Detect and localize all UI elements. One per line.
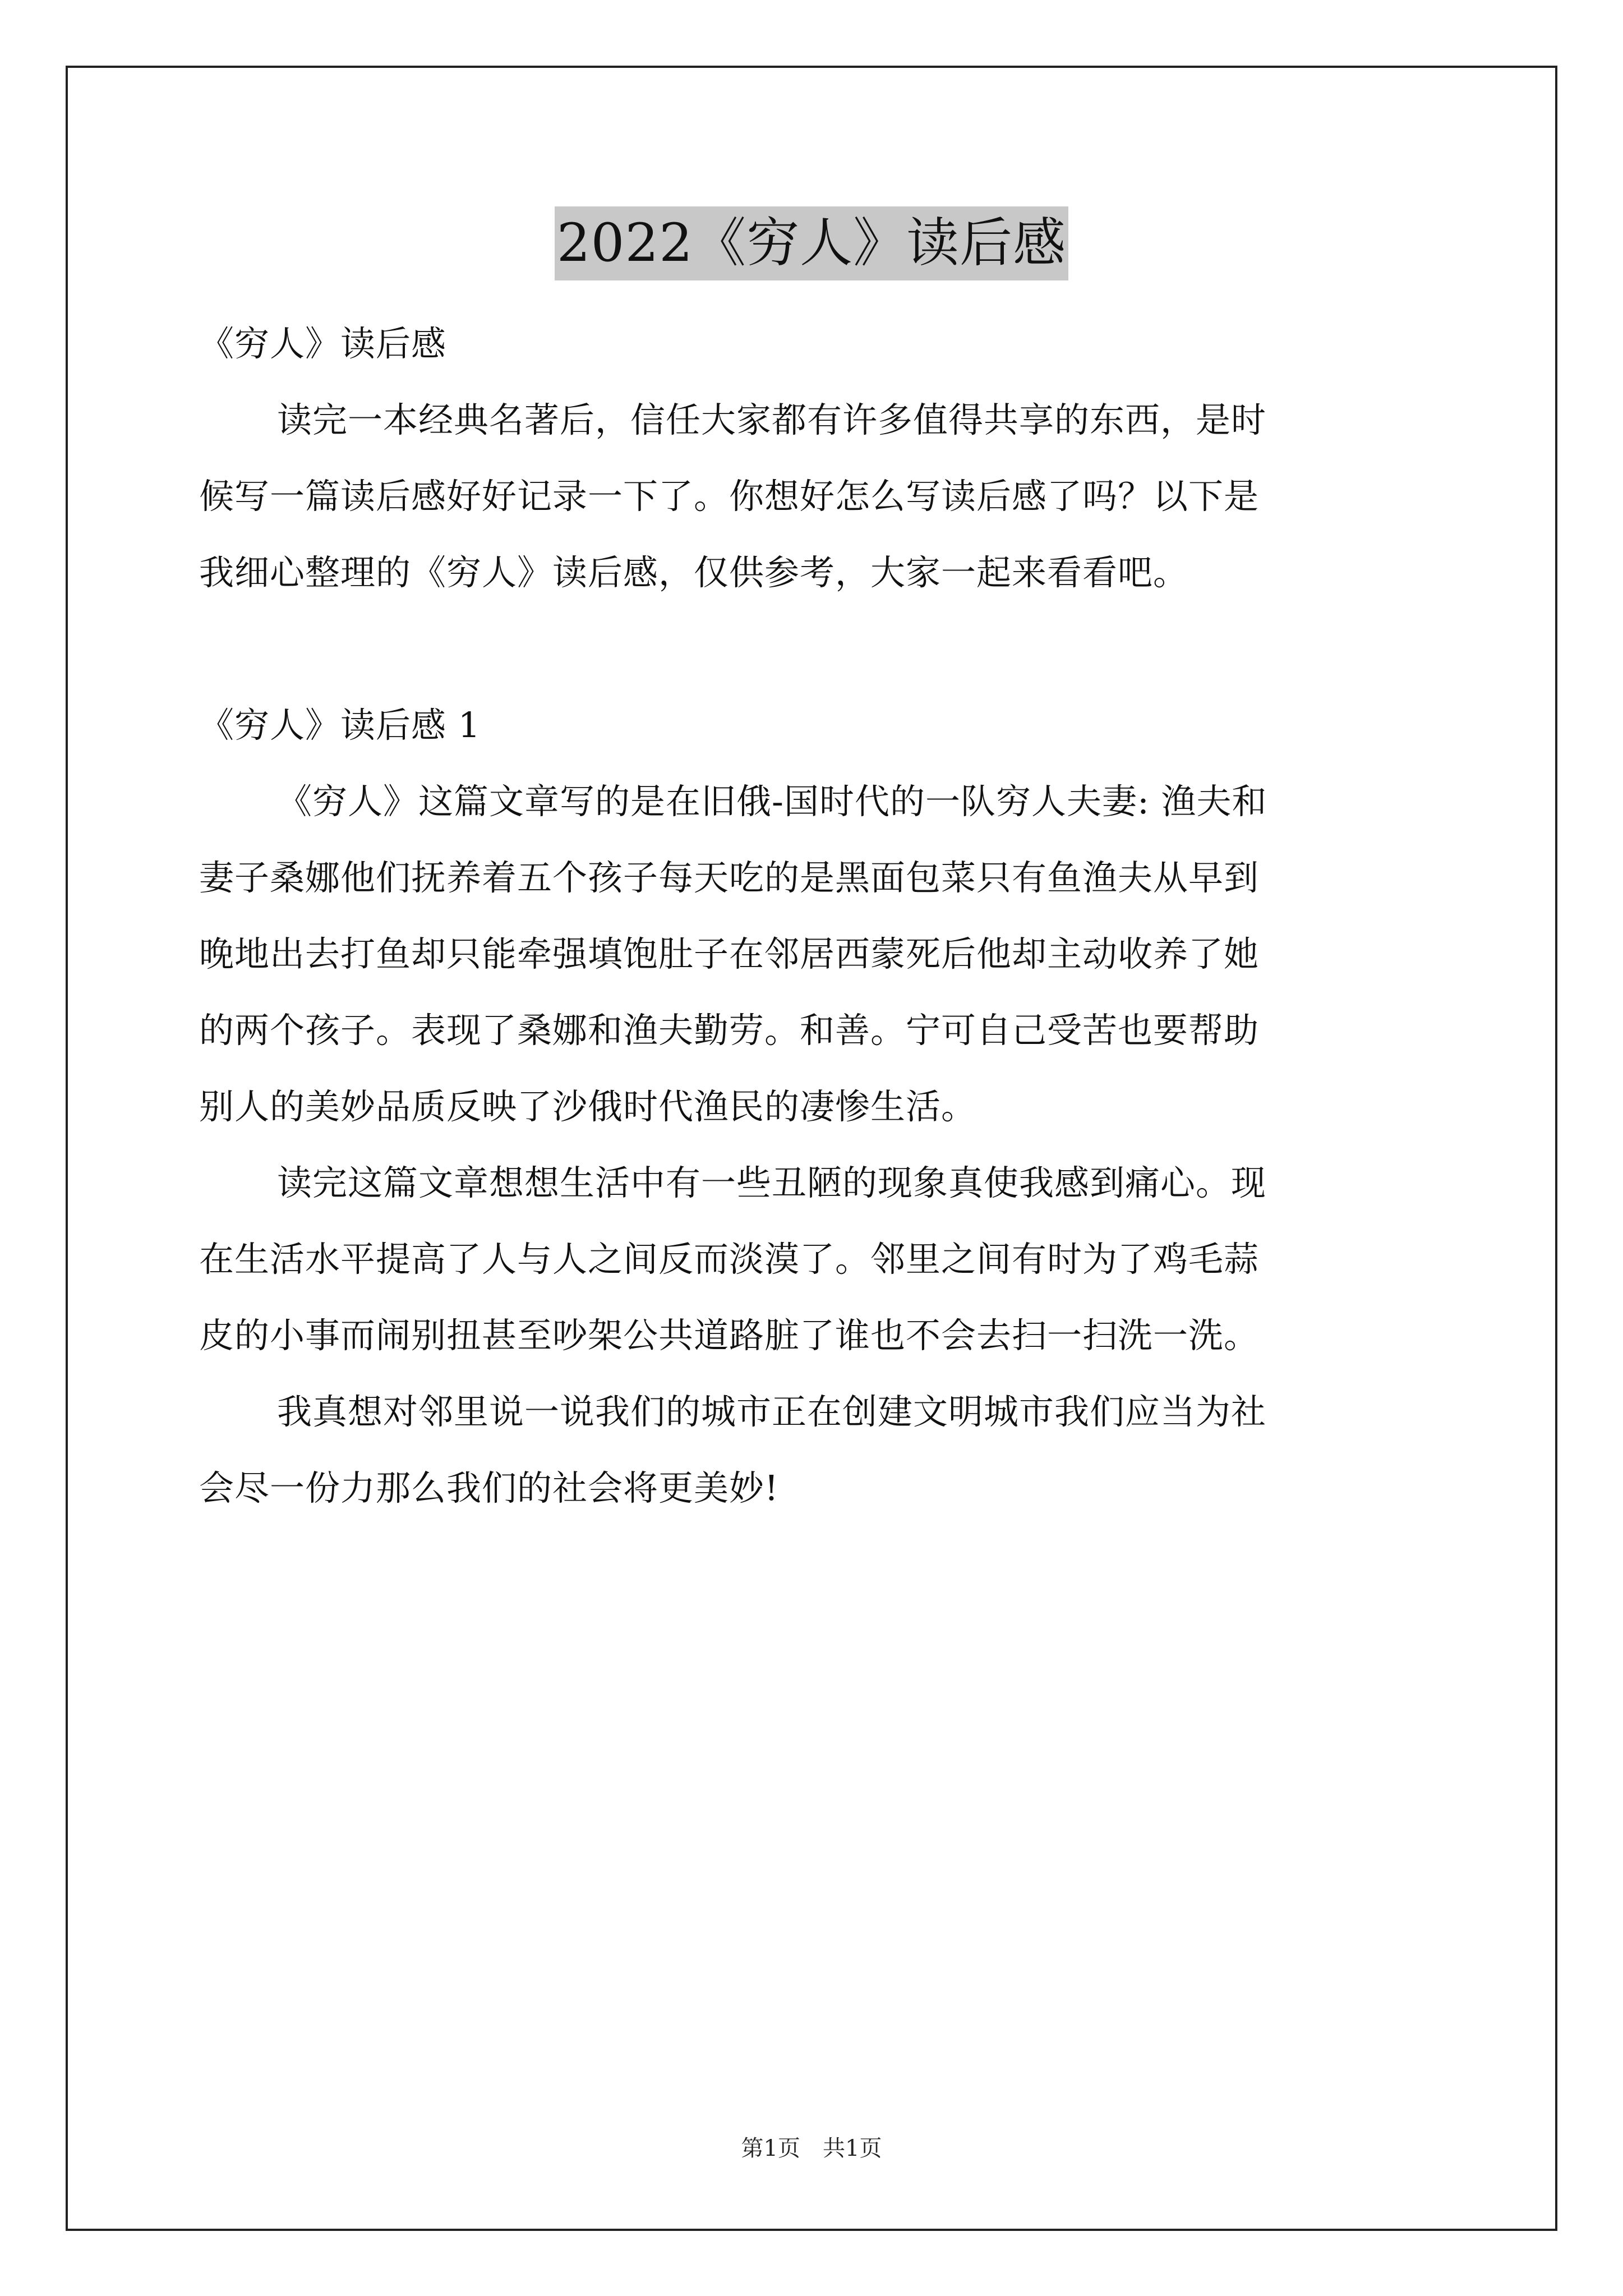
intro-line: 读完一本经典名著后，信任大家都有许多值得共享的东西，是时 — [277, 399, 1267, 440]
paragraph3-line: 我真想对邻里说一说我们的城市正在创建文明城市我们应当为社 — [277, 1391, 1267, 1432]
paragraph1-line: 《穷人》这篇文章写的是在旧俄-国时代的一队穷人夫妻: 渔夫和 — [277, 781, 1267, 822]
paragraph1-line: 的两个孩子。表现了桑娜和渔夫勤劳。和善。宁可自己受苦也要帮助 — [199, 1010, 1260, 1051]
intro-line: 候写一篇读后感好好记录一下了。你想好怎么写读后感了吗？以下是 — [199, 476, 1260, 517]
paragraph2-line: 在生活水平提高了人与人之间反而淡漠了。邻里之间有时为了鸡毛蒜 — [199, 1239, 1260, 1280]
title-container — [0, 206, 1623, 280]
intro-heading: 《穷人》读后感 — [199, 323, 447, 364]
page-footer: 第1页 共1页 — [741, 2136, 882, 2161]
paragraph1-line: 妻子桑娜他们抚养着五个孩子每天吃的是黑面包菜只有鱼渔夫从早到 — [199, 857, 1260, 898]
paragraph2-line: 皮的小事而闹别扭甚至吵架公共道路脏了谁也不会去扫一扫洗一洗。 — [199, 1315, 1260, 1356]
document-body — [199, 306, 1433, 1526]
paragraph1-line: 别人的美妙品质反映了沙俄时代渔民的凄惨生活。 — [199, 1086, 977, 1127]
spacer — [199, 611, 1433, 687]
intro-line: 我细心整理的《穷人》读后感，仅供参考，大家一起来看看吧。 — [199, 552, 1189, 593]
paragraph1-line: 晚地出去打鱼却只能牵强填饱肚子在邻居西蒙死后他却主动收养了她 — [199, 933, 1260, 974]
section1-heading: 《穷人》读后感 1 — [199, 705, 481, 746]
paragraph3-line: 会尽一份力那么我们的社会将更美妙! — [199, 1467, 779, 1508]
document-title: 2022《穷人》读后感 — [555, 206, 1068, 280]
paragraph2-line: 读完这篇文章想想生活中有一些丑陋的现象真使我感到痛心。现 — [277, 1162, 1267, 1203]
